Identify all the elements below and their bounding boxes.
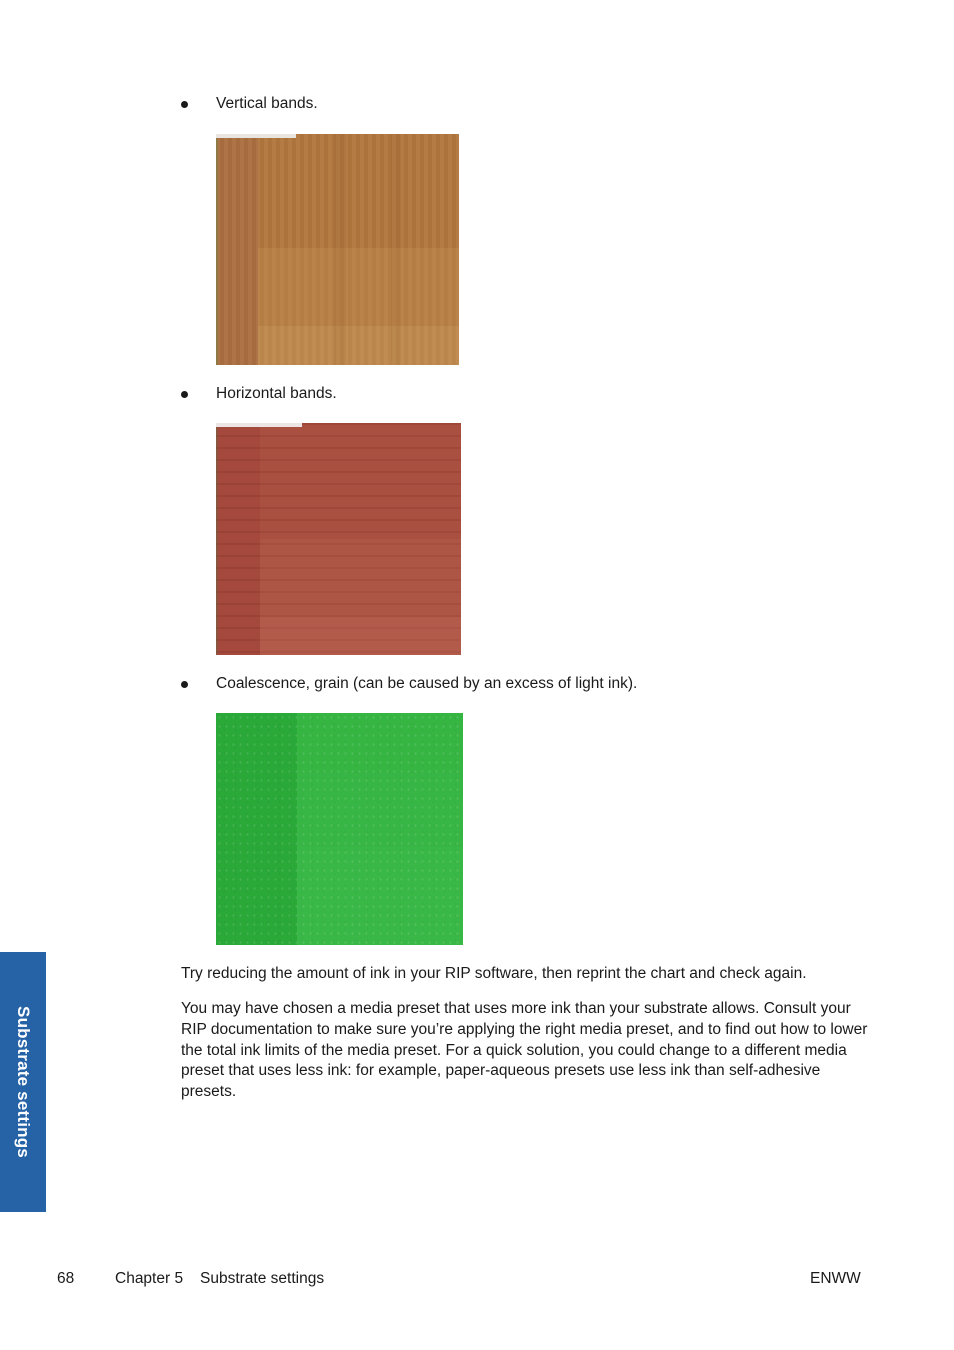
horizontal-bands-sample-image xyxy=(216,423,461,655)
paragraph-reduce-ink: Try reducing the amount of ink in your RIP software, then reprint the chart and check again. xyxy=(181,965,807,982)
footer-chapter-title: Substrate settings xyxy=(200,1270,325,1287)
chapter-side-tab xyxy=(0,952,46,1212)
sample-band xyxy=(391,134,401,365)
footer-chapter: Chapter 5 xyxy=(115,1270,184,1287)
sample-block xyxy=(260,617,461,655)
bullet-text: Coalescence, grain (can be caused by an excess of light ink). xyxy=(216,675,638,692)
bullet-item-vertical-bands xyxy=(181,94,318,114)
bullet-item-horizontal-bands xyxy=(181,384,337,404)
sample-band xyxy=(334,134,346,365)
bullet-dot xyxy=(181,681,188,688)
side-tab-label: Substrate settings xyxy=(14,1006,33,1158)
sample-grain-texture xyxy=(216,713,463,945)
sample-top-strip xyxy=(216,423,302,427)
vertical-bands-sample-image xyxy=(216,134,459,365)
footer-locale-code: ENWW xyxy=(810,1270,861,1287)
bullet-dot xyxy=(181,101,188,108)
bullet-dot xyxy=(181,391,188,398)
bullet-item-coalescence xyxy=(181,674,637,694)
paragraph-media-preset: You may have chosen a media preset that uses more ink than your substrate allows. Consult your RIP documentation to make sure you’re applying the right media preset, and to find out how to lower the total ink limits of the media preset. For a quick solution, you could change to a different media preset that uses less ink: for example, paper-aqueous presets use less ink than self-adhesive presets. xyxy=(181,1000,868,1101)
sample-top-strip xyxy=(216,134,296,138)
footer-page-number: 68 xyxy=(57,1270,75,1287)
sample-block xyxy=(258,326,459,365)
bullet-text: Vertical bands. xyxy=(216,95,318,112)
coalescence-grain-sample-image xyxy=(216,713,463,945)
bullet-text: Horizontal bands. xyxy=(216,385,337,402)
